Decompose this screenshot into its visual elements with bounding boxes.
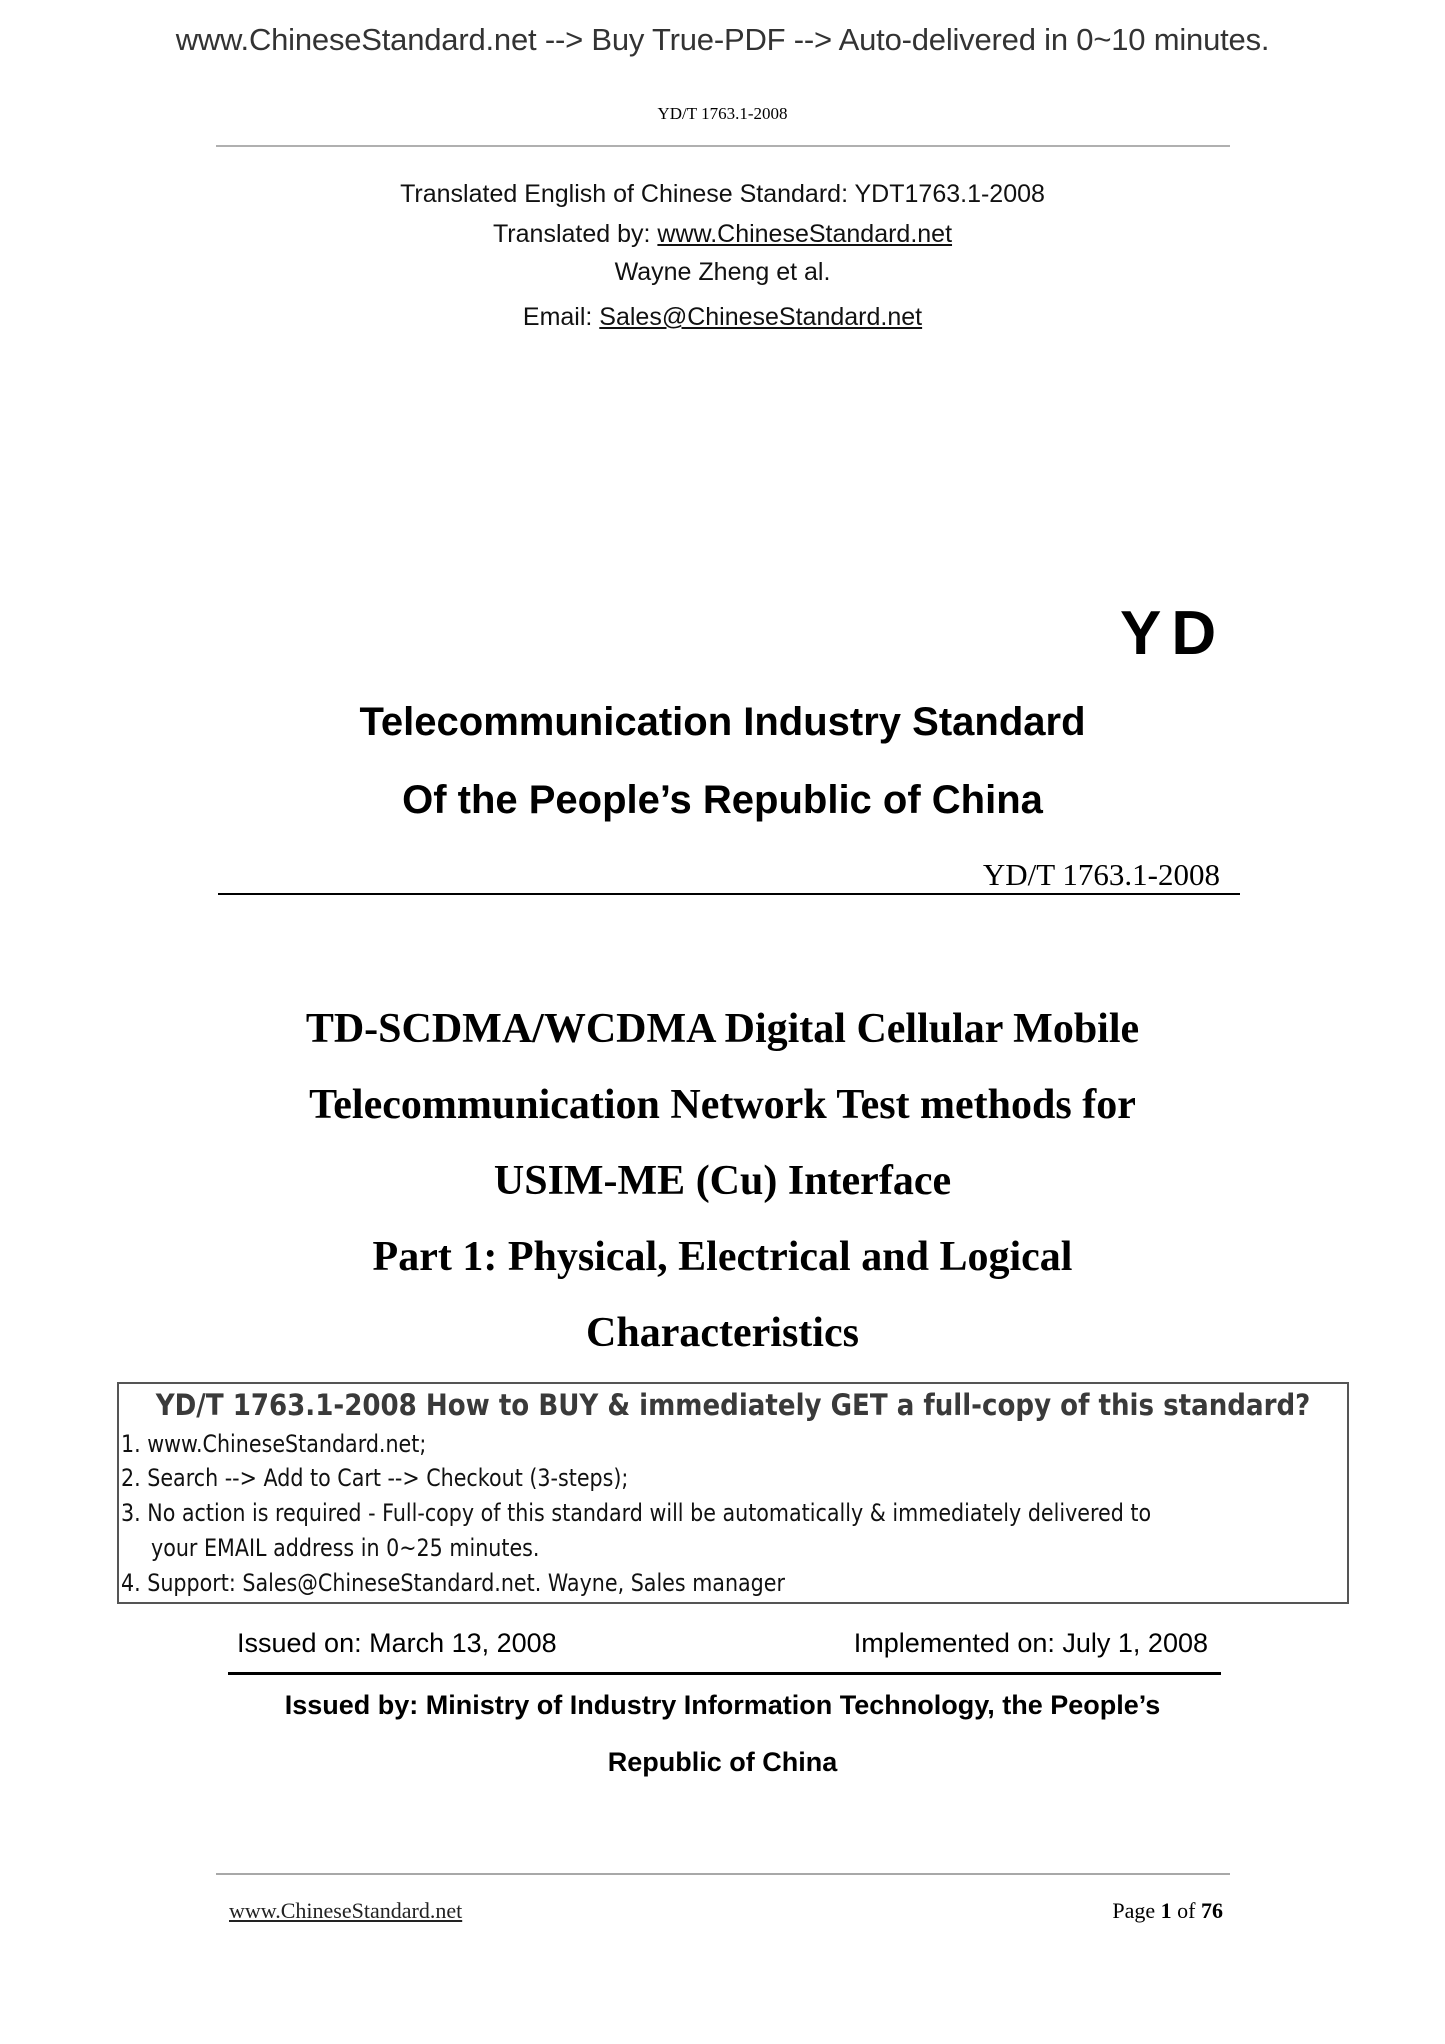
page-prefix: Page bbox=[1112, 1898, 1161, 1923]
dates-divider bbox=[228, 1672, 1221, 1675]
standard-mark: YD bbox=[1120, 599, 1227, 668]
total-pages: 76 bbox=[1201, 1898, 1223, 1923]
top-banner: www.ChineseStandard.net --> Buy True-PDF --> Auto-delivered in 0~10 minutes. bbox=[175, 22, 1270, 57]
page-number bbox=[1112, 1898, 1223, 1924]
header-divider bbox=[216, 145, 1230, 147]
current-page: 1 bbox=[1160, 1898, 1172, 1923]
issued-date: Issued on: March 13, 2008 bbox=[237, 1628, 557, 1658]
page-of: of bbox=[1171, 1898, 1201, 1923]
purchase-step: 4. Support: Sales@ChineseStandard.net. Wayne, Sales manager bbox=[121, 1569, 785, 1597]
translated-by-label: Translated by: bbox=[492, 220, 658, 248]
document-title-line: Characteristics bbox=[586, 1310, 859, 1356]
purchase-info-title: YD/T 1763.1-2008 How to BUY & immediately GET a full-copy of this standard? bbox=[155, 1388, 1311, 1422]
contact-email bbox=[0, 303, 1445, 332]
footer-divider bbox=[216, 1873, 1230, 1875]
document-title-line: USIM-ME (Cu) Interface bbox=[493, 1158, 952, 1204]
email-link[interactable]: Sales@ChineseStandard.net bbox=[599, 303, 923, 331]
translator-name: Wayne Zheng et al. bbox=[614, 258, 831, 286]
issuer-line: Republic of China bbox=[607, 1747, 838, 1777]
translation-title: Translated English of Chinese Standard: YDT1763.1-2008 bbox=[400, 180, 1045, 208]
purchase-info-box bbox=[117, 1382, 1349, 1604]
footer-website-link[interactable]: www.ChineseStandard.net bbox=[229, 1898, 463, 1923]
issuer-line: Issued by: Ministry of Industry Information Technology, the People’s bbox=[284, 1690, 1161, 1720]
document-title-line: Part 1: Physical, Electrical and Logical bbox=[372, 1234, 1073, 1280]
translated-by bbox=[0, 220, 1445, 249]
standard-country-title: Of the People’s Republic of China bbox=[402, 778, 1043, 822]
standard-code: YD/T 1763.1-2008 bbox=[982, 857, 1220, 892]
purchase-step: 3. No action is required - Full-copy of this standard will be automatically & immediately delivered to bbox=[121, 1499, 1152, 1527]
purchase-step: 1. www.ChineseStandard.net; bbox=[121, 1430, 427, 1458]
standard-divider bbox=[218, 893, 1240, 895]
purchase-step-continuation: your EMAIL address in 0~25 minutes. bbox=[151, 1534, 540, 1562]
implemented-date: Implemented on: July 1, 2008 bbox=[853, 1628, 1208, 1658]
document-title-line: TD-SCDMA/WCDMA Digital Cellular Mobile bbox=[305, 1006, 1140, 1052]
header-standard-code: YD/T 1763.1-2008 bbox=[657, 104, 788, 123]
purchase-step: 2. Search --> Add to Cart --> Checkout (3-steps); bbox=[121, 1464, 629, 1492]
document-title-line: Telecommunication Network Test methods for bbox=[309, 1082, 1136, 1128]
translator-website-link[interactable]: www.ChineseStandard.net bbox=[657, 220, 953, 248]
email-label: Email: bbox=[522, 303, 600, 331]
standard-category-title: Telecommunication Industry Standard bbox=[359, 700, 1086, 744]
